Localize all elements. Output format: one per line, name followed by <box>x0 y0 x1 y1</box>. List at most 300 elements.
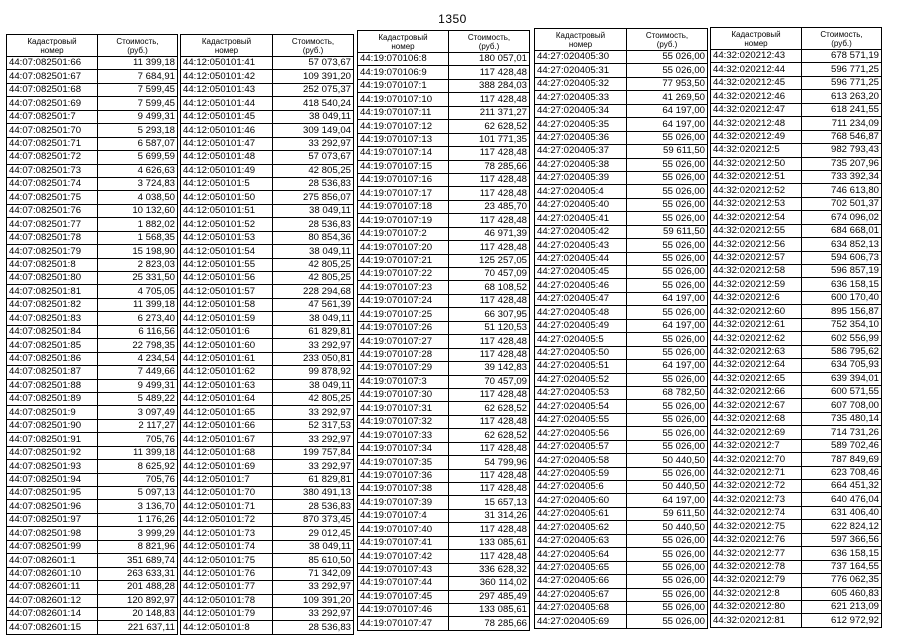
cost-cell: 631 406,40 <box>802 506 882 519</box>
cadastral-number-cell: 44:27:020405:30 <box>535 51 627 64</box>
cadastral-number-cell: 44:19:070107:16 <box>358 173 449 186</box>
table-row <box>711 291 882 304</box>
table-row <box>7 513 178 526</box>
cadastral-number-cell: 44:12:050101:57 <box>181 285 273 298</box>
table-row <box>181 406 354 419</box>
table-row <box>358 241 530 254</box>
cadastral-number-cell: 44:19:070107:29 <box>358 362 449 375</box>
table-row <box>535 185 708 198</box>
cadastral-number-cell: 44:32:020212:76 <box>711 533 802 546</box>
table-row <box>7 487 178 500</box>
cost-cell: 596 857,19 <box>802 265 882 278</box>
cost-cell: 66 307,95 <box>449 308 530 321</box>
cadastral-number-cell: 44:12:050101:66 <box>181 419 273 432</box>
cadastral-number-cell: 44:12:050101:52 <box>181 218 273 231</box>
cost-cell: 47 561,39 <box>273 298 354 311</box>
cost-cell: 55 026,00 <box>627 306 708 319</box>
cadastral-number-cell: 44:19:070107:44 <box>358 577 449 590</box>
cost-cell: 612 972,92 <box>802 614 882 627</box>
table-row <box>181 151 354 164</box>
cadastral-number-cell: 44:12:050101:8 <box>181 621 273 634</box>
cost-cell: 55 026,00 <box>627 64 708 77</box>
cadastral-table-1 <box>6 34 178 635</box>
cadastral-number-cell: 44:32:020212:63 <box>711 345 802 358</box>
cadastral-number-cell: 44:19:070107:34 <box>358 442 449 455</box>
cost-cell: 64 197,00 <box>627 292 708 305</box>
cost-cell: 55 026,00 <box>627 198 708 211</box>
cost-cell: 6 273,40 <box>98 312 178 325</box>
cost-cell: 33 292,97 <box>273 406 354 419</box>
table-row <box>535 481 708 494</box>
cost-cell: 870 373,45 <box>273 513 354 526</box>
cost-cell: 42 805,25 <box>273 272 354 285</box>
table-row <box>711 144 882 157</box>
cost-cell: 33 292,97 <box>273 581 354 594</box>
table-row <box>711 170 882 183</box>
cost-cell: 120 892,97 <box>98 594 178 607</box>
cadastral-table-2 <box>180 34 354 635</box>
cadastral-number-cell: 44:27:020405:5 <box>535 333 627 346</box>
cadastral-number-cell: 44:12:050101:73 <box>181 527 273 540</box>
table-row <box>711 318 882 331</box>
cost-cell: 297 485,49 <box>449 590 530 603</box>
table-row <box>535 158 708 171</box>
table-row <box>711 224 882 237</box>
table-row <box>7 500 178 513</box>
table-row <box>711 533 882 546</box>
header-cadastral-number: Кадастровый номер <box>358 31 449 53</box>
cadastral-number-cell: 44:07:082601:12 <box>7 594 98 607</box>
cadastral-number-cell: 44:12:050101:51 <box>181 204 273 217</box>
cadastral-number-cell: 44:07:082501:81 <box>7 285 98 298</box>
cost-cell: 62 628,52 <box>449 120 530 133</box>
cadastral-number-cell: 44:27:020405:32 <box>535 77 627 90</box>
cadastral-number-cell: 44:12:050101:68 <box>181 446 273 459</box>
header-cadastral-number: Кадастровый номер <box>181 35 273 57</box>
table-row <box>358 456 530 469</box>
cadastral-number-cell: 44:12:050101:47 <box>181 137 273 150</box>
cost-cell: 3 136,70 <box>98 500 178 513</box>
cost-cell: 101 771,35 <box>449 133 530 146</box>
cost-cell: 7 449,66 <box>98 366 178 379</box>
cadastral-number-cell: 44:19:070107:46 <box>358 603 449 616</box>
cadastral-table-3 <box>357 30 530 631</box>
cadastral-number-cell: 44:27:020405:67 <box>535 588 627 601</box>
cadastral-number-cell: 44:12:050101:7 <box>181 473 273 486</box>
cost-cell: 64 197,00 <box>627 360 708 373</box>
cadastral-number-cell: 44:32:020212:57 <box>711 251 802 264</box>
table-row <box>181 500 354 513</box>
table-row <box>358 590 530 603</box>
cost-cell: 589 702,46 <box>802 439 882 452</box>
table-row <box>7 621 178 634</box>
table-row <box>711 385 882 398</box>
table-row <box>358 294 530 307</box>
cost-cell: 68 108,52 <box>449 281 530 294</box>
table-row <box>711 547 882 560</box>
cadastral-number-cell: 44:07:082501:93 <box>7 460 98 473</box>
cadastral-number-cell: 44:32:020212:66 <box>711 385 802 398</box>
table-row <box>711 466 882 479</box>
cost-cell: 125 257,05 <box>449 254 530 267</box>
table-row <box>181 433 354 446</box>
table-row <box>535 131 708 144</box>
header-cost: Стоимость, (руб.) <box>273 35 354 57</box>
cadastral-number-cell: 44:19:070107:31 <box>358 402 449 415</box>
cost-cell: 2 823,03 <box>98 258 178 271</box>
cost-cell: 61 829,81 <box>273 325 354 338</box>
table-header-row <box>181 35 354 57</box>
table-row <box>535 64 708 77</box>
table-row <box>358 348 530 361</box>
cost-cell: 7 599,45 <box>98 97 178 110</box>
cost-cell: 77 953,50 <box>627 77 708 90</box>
cost-cell: 50 440,50 <box>627 521 708 534</box>
cost-cell: 623 708,46 <box>802 466 882 479</box>
table-row <box>181 258 354 271</box>
table-row <box>181 594 354 607</box>
cost-cell: 117 428,48 <box>449 66 530 79</box>
cadastral-number-cell: 44:32:020212:7 <box>711 439 802 452</box>
cadastral-number-cell: 44:07:082501:94 <box>7 473 98 486</box>
cost-cell: 117 428,48 <box>449 173 530 186</box>
table-row <box>7 366 178 379</box>
cadastral-number-cell: 44:07:082501:73 <box>7 164 98 177</box>
cadastral-table-4 <box>534 28 708 629</box>
cost-cell: 133 085,61 <box>449 603 530 616</box>
cost-cell: 133 085,61 <box>449 536 530 549</box>
cost-cell: 705,76 <box>98 473 178 486</box>
cadastral-number-cell: 44:07:082501:70 <box>7 124 98 137</box>
table-row <box>358 509 530 522</box>
cost-cell: 33 292,97 <box>273 137 354 150</box>
cost-cell: 711 234,09 <box>802 117 882 130</box>
table-row <box>7 218 178 231</box>
cost-cell: 22 798,35 <box>98 339 178 352</box>
table-row <box>358 120 530 133</box>
table-row <box>711 345 882 358</box>
cadastral-number-cell: 44:27:020405:48 <box>535 306 627 319</box>
cadastral-number-cell: 44:19:070106:9 <box>358 66 449 79</box>
table-row <box>535 198 708 211</box>
cost-cell: 117 428,48 <box>449 483 530 496</box>
cost-cell: 33 292,97 <box>273 433 354 446</box>
cadastral-number-cell: 44:12:050101:42 <box>181 70 273 83</box>
table-row <box>535 440 708 453</box>
table-row <box>181 204 354 217</box>
table-row <box>358 496 530 509</box>
cost-cell: 42 805,25 <box>273 164 354 177</box>
cost-cell: 52 317,53 <box>273 419 354 432</box>
cost-cell: 735 480,14 <box>802 412 882 425</box>
cadastral-number-cell: 44:19:070107:41 <box>358 536 449 549</box>
table-row <box>535 239 708 252</box>
cost-cell: 634 852,13 <box>802 238 882 251</box>
cadastral-number-cell: 44:07:082501:80 <box>7 272 98 285</box>
cadastral-number-cell: 44:19:070107:26 <box>358 321 449 334</box>
table-row <box>7 567 178 580</box>
cadastral-number-cell: 44:07:082501:97 <box>7 513 98 526</box>
cost-cell: 117 428,48 <box>449 93 530 106</box>
cadastral-number-cell: 44:12:050101:49 <box>181 164 273 177</box>
cadastral-number-cell: 44:07:082501:74 <box>7 177 98 190</box>
table-row <box>358 66 530 79</box>
table-row <box>181 554 354 567</box>
table-row <box>7 97 178 110</box>
cadastral-number-cell: 44:32:020212:71 <box>711 466 802 479</box>
cadastral-number-cell: 44:27:020405:50 <box>535 346 627 359</box>
cost-cell: 714 731,26 <box>802 426 882 439</box>
table-row <box>535 507 708 520</box>
table-row <box>535 534 708 547</box>
cost-cell: 70 457,09 <box>449 375 530 388</box>
cadastral-number-cell: 44:32:020212:64 <box>711 359 802 372</box>
table-row <box>535 292 708 305</box>
table-row <box>358 523 530 536</box>
cost-cell: 3 097,49 <box>98 406 178 419</box>
table-row <box>535 333 708 346</box>
header-cost: Стоимость, (руб.) <box>802 28 882 50</box>
table-row <box>7 204 178 217</box>
cost-cell: 62 628,52 <box>449 429 530 442</box>
cadastral-number-cell: 44:12:050101:58 <box>181 298 273 311</box>
table-row <box>535 346 708 359</box>
cadastral-number-cell: 44:32:020212:49 <box>711 130 802 143</box>
cadastral-number-cell: 44:12:050101:54 <box>181 245 273 258</box>
cost-cell: 221 637,11 <box>98 621 178 634</box>
table-header-row <box>711 28 882 50</box>
cost-cell: 59 611,50 <box>627 225 708 238</box>
cost-cell: 109 391,20 <box>273 70 354 83</box>
cadastral-number-cell: 44:27:020405:62 <box>535 521 627 534</box>
cadastral-number-cell: 44:27:020405:58 <box>535 454 627 467</box>
cadastral-number-cell: 44:19:070107:13 <box>358 133 449 146</box>
cadastral-table-5 <box>710 27 882 628</box>
table-row <box>711 506 882 519</box>
cadastral-number-cell: 44:27:020405:56 <box>535 427 627 440</box>
cost-cell: 600 170,40 <box>802 291 882 304</box>
cadastral-number-cell: 44:07:082501:99 <box>7 540 98 553</box>
table-row <box>535 373 708 386</box>
header-cadastral-number: Кадастровый номер <box>535 29 627 51</box>
cadastral-number-cell: 44:19:070107:14 <box>358 147 449 160</box>
cadastral-number-cell: 44:07:082501:91 <box>7 433 98 446</box>
table-row <box>535 104 708 117</box>
cadastral-number-cell: 44:07:082601:15 <box>7 621 98 634</box>
table-row <box>535 145 708 158</box>
cadastral-number-cell: 44:27:020405:59 <box>535 467 627 480</box>
table-row <box>711 197 882 210</box>
table-row <box>7 446 178 459</box>
cadastral-number-cell: 44:19:070107:10 <box>358 93 449 106</box>
cadastral-number-cell: 44:27:020405:46 <box>535 279 627 292</box>
table-row <box>711 399 882 412</box>
cost-cell: 117 428,48 <box>449 415 530 428</box>
cadastral-number-cell: 44:32:020212:73 <box>711 493 802 506</box>
table-row <box>711 103 882 116</box>
table-row <box>181 298 354 311</box>
cadastral-number-cell: 44:32:020212:62 <box>711 332 802 345</box>
cost-cell: 15 657,13 <box>449 496 530 509</box>
cadastral-number-cell: 44:19:070107:33 <box>358 429 449 442</box>
cadastral-number-cell: 44:07:082501:76 <box>7 204 98 217</box>
table-row <box>358 536 530 549</box>
table-row <box>7 607 178 620</box>
table-row <box>358 227 530 240</box>
table-row <box>181 245 354 258</box>
cadastral-number-cell: 44:27:020405:45 <box>535 266 627 279</box>
cost-cell: 7 599,45 <box>98 83 178 96</box>
cadastral-number-cell: 44:27:020405:53 <box>535 386 627 399</box>
table-row <box>358 563 530 576</box>
cadastral-number-cell: 44:27:020405:40 <box>535 198 627 211</box>
table-row <box>535 386 708 399</box>
table-row <box>7 594 178 607</box>
cost-cell: 211 371,27 <box>449 106 530 119</box>
cadastral-number-cell: 44:32:020212:52 <box>711 184 802 197</box>
table-row <box>181 513 354 526</box>
table-row <box>181 272 354 285</box>
cost-cell: 1 176,26 <box>98 513 178 526</box>
cost-cell: 78 285,66 <box>449 617 530 630</box>
cadastral-number-cell: 44:32:020212:59 <box>711 278 802 291</box>
cost-cell: 38 049,11 <box>273 540 354 553</box>
cadastral-number-cell: 44:19:070107:27 <box>358 335 449 348</box>
cost-cell: 776 062,35 <box>802 574 882 587</box>
cadastral-number-cell: 44:32:020212:5 <box>711 144 802 157</box>
cadastral-number-cell: 44:19:070106:8 <box>358 53 449 66</box>
cadastral-number-cell: 44:27:020405:61 <box>535 507 627 520</box>
cadastral-number-cell: 44:32:020212:53 <box>711 197 802 210</box>
cadastral-number-cell: 44:19:070107:43 <box>358 563 449 576</box>
cost-cell: 59 611,50 <box>627 145 708 158</box>
cost-cell: 38 049,11 <box>273 110 354 123</box>
cadastral-number-cell: 44:07:082501:66 <box>7 57 98 70</box>
cadastral-number-cell: 44:07:082501:68 <box>7 83 98 96</box>
table-row <box>711 157 882 170</box>
header-cost: Стоимость, (руб.) <box>627 29 708 51</box>
table-row <box>181 57 354 70</box>
table-row <box>535 400 708 413</box>
table-row <box>7 110 178 123</box>
cadastral-number-cell: 44:27:020405:34 <box>535 104 627 117</box>
table-row <box>181 177 354 190</box>
table-row <box>358 53 530 66</box>
header-cost: Стоимость, (руб.) <box>98 35 178 57</box>
table-row <box>711 251 882 264</box>
cost-cell: 6 587,07 <box>98 137 178 150</box>
cost-cell: 55 026,00 <box>627 131 708 144</box>
cadastral-number-cell: 44:12:050101:60 <box>181 339 273 352</box>
table-row <box>535 279 708 292</box>
table-row <box>181 110 354 123</box>
table-row <box>535 225 708 238</box>
cost-cell: 180 057,01 <box>449 53 530 66</box>
table-row <box>711 305 882 318</box>
cadastral-number-cell: 44:07:082501:84 <box>7 325 98 338</box>
table-row <box>181 581 354 594</box>
cadastral-number-cell: 44:19:070107:39 <box>358 496 449 509</box>
cost-cell: 594 606,73 <box>802 251 882 264</box>
table-row <box>711 520 882 533</box>
cost-cell: 5 097,13 <box>98 487 178 500</box>
cost-cell: 64 197,00 <box>627 494 708 507</box>
table-row <box>181 446 354 459</box>
cost-cell: 38 049,11 <box>273 204 354 217</box>
table-row <box>711 439 882 452</box>
table-row <box>711 372 882 385</box>
cadastral-number-cell: 44:19:070107:25 <box>358 308 449 321</box>
table-row <box>535 413 708 426</box>
cadastral-number-cell: 44:07:082501:92 <box>7 446 98 459</box>
table-header-row <box>535 29 708 51</box>
cadastral-number-cell: 44:07:082501:90 <box>7 419 98 432</box>
cost-cell: 55 026,00 <box>627 266 708 279</box>
table-row <box>711 332 882 345</box>
cadastral-number-cell: 44:12:050101:41 <box>181 57 273 70</box>
table-row <box>181 379 354 392</box>
cost-cell: 117 428,48 <box>449 214 530 227</box>
cost-cell: 418 540,24 <box>273 97 354 110</box>
cadastral-number-cell: 44:19:070107:24 <box>358 294 449 307</box>
table-row <box>358 214 530 227</box>
table-row <box>535 575 708 588</box>
table-row <box>711 600 882 613</box>
table-row <box>181 366 354 379</box>
cost-cell: 117 428,48 <box>449 147 530 160</box>
table-row <box>358 442 530 455</box>
cadastral-number-cell: 44:19:070107:38 <box>358 483 449 496</box>
table-row <box>7 285 178 298</box>
table-row <box>181 621 354 634</box>
cadastral-number-cell: 44:12:050101:6 <box>181 325 273 338</box>
cadastral-number-cell: 44:19:070107:47 <box>358 617 449 630</box>
table-row <box>535 601 708 614</box>
table-row <box>7 527 178 540</box>
table-row <box>181 487 354 500</box>
cadastral-number-cell: 44:27:020405:47 <box>535 292 627 305</box>
cost-cell: 55 026,00 <box>627 561 708 574</box>
cost-cell: 71 342,09 <box>273 567 354 580</box>
cadastral-number-cell: 44:19:070107:15 <box>358 160 449 173</box>
cadastral-number-cell: 44:12:050101:71 <box>181 500 273 513</box>
cadastral-number-cell: 44:12:050101:5 <box>181 177 273 190</box>
cost-cell: 55 026,00 <box>627 575 708 588</box>
cadastral-number-cell: 44:12:050101:77 <box>181 581 273 594</box>
cadastral-number-cell: 44:32:020212:65 <box>711 372 802 385</box>
cost-cell: 64 197,00 <box>627 118 708 131</box>
cost-cell: 33 292,97 <box>273 339 354 352</box>
cadastral-number-cell: 44:07:082501:87 <box>7 366 98 379</box>
table-row <box>7 57 178 70</box>
cost-cell: 336 628,32 <box>449 563 530 576</box>
cost-cell: 678 571,19 <box>802 50 882 63</box>
cadastral-number-cell: 44:27:020405:44 <box>535 252 627 265</box>
cadastral-number-cell: 44:19:070107:3 <box>358 375 449 388</box>
cadastral-number-cell: 44:12:050101:64 <box>181 392 273 405</box>
table-row <box>711 614 882 627</box>
cost-cell: 388 284,03 <box>449 79 530 92</box>
cost-cell: 613 263,20 <box>802 90 882 103</box>
cadastral-number-cell: 44:27:020405:38 <box>535 158 627 171</box>
cadastral-number-cell: 44:07:082501:67 <box>7 70 98 83</box>
cost-cell: 117 428,48 <box>449 388 530 401</box>
cadastral-number-cell: 44:12:050101:69 <box>181 460 273 473</box>
table-row <box>358 79 530 92</box>
cost-cell: 15 198,90 <box>98 245 178 258</box>
cadastral-number-cell: 44:12:050101:44 <box>181 97 273 110</box>
table-row <box>7 540 178 553</box>
